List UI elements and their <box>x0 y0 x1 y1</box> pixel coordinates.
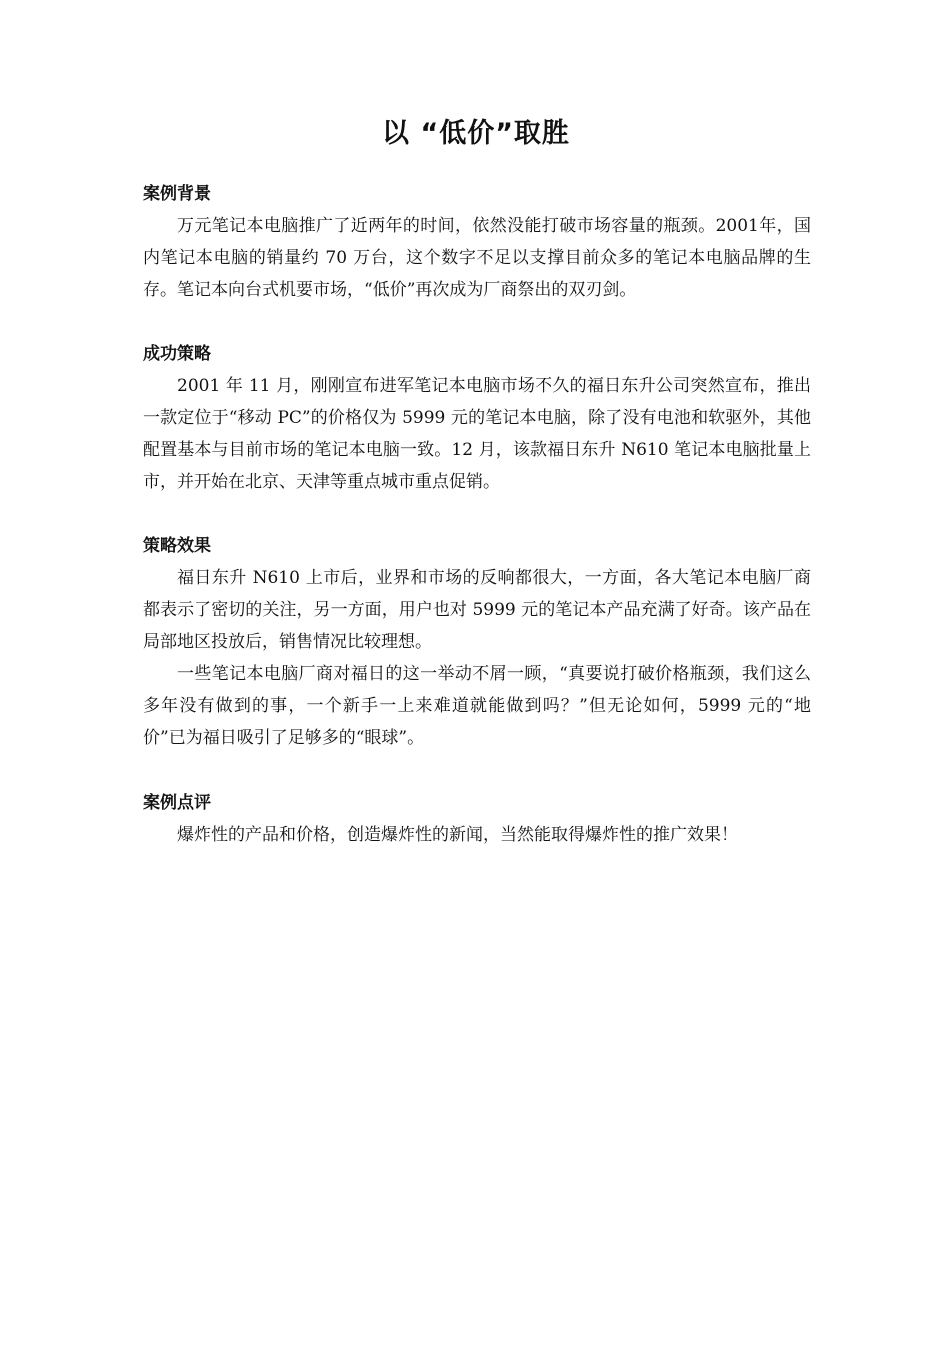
section-strategy-effect <box>143 530 811 754</box>
section-case-review <box>143 787 811 851</box>
paragraph: 万元笔记本电脑推广了近两年的时间，依然没能打破市场容量的瓶颈。2001年，国内笔记本电脑的销量约 70 万台，这个数字不足以支撑目前众多的笔记本电脑品牌的生存。笔记本向台式机要市场，“低价”再次成为厂商祭出的双刃剑。 <box>143 216 811 300</box>
section-case-background <box>143 178 811 306</box>
paragraph: 一些笔记本电脑厂商对福日的这一举动不屑一顾，“真要说打破价格瓶颈，我们这么多年没有做到的事，一个新手一上来难道就能做到吗？”但无论如何，5999 元的“地价”已为福日吸引了足够多的“眼球”。 <box>143 664 811 748</box>
section-success-strategy <box>143 338 811 498</box>
paragraph: 2001 年 11 月，刚刚宣布进军笔记本电脑市场不久的福日东升公司突然宣布，推出一款定位于“移动 PC”的价格仅为 5999 元的笔记本电脑，除了没有电池和软驱外，其他配置基本与目前市场的笔记本电脑一致。12 月，该款福日东升 N610 笔记本电脑批量上市，并开始在北京、天津等重点城市重点促销。 <box>143 376 811 492</box>
section-heading: 策略效果 <box>143 536 211 556</box>
section-heading: 案例点评 <box>143 793 211 813</box>
paragraph: 福日东升 N610 上市后，业界和市场的反响都很大，一方面，各大笔记本电脑厂商都表示了密切的关注，另一方面，用户也对 5999 元的笔记本产品充满了好奇。该产品在局部地区投放后，销售情况比较理想。 <box>143 568 811 652</box>
section-heading: 案例背景 <box>143 184 211 204</box>
paragraph: 爆炸性的产品和价格，创造爆炸性的新闻，当然能取得爆炸性的推广效果！ <box>177 825 738 845</box>
section-heading: 成功策略 <box>143 344 211 364</box>
page-title: 以 “低价”取胜 <box>382 118 570 149</box>
